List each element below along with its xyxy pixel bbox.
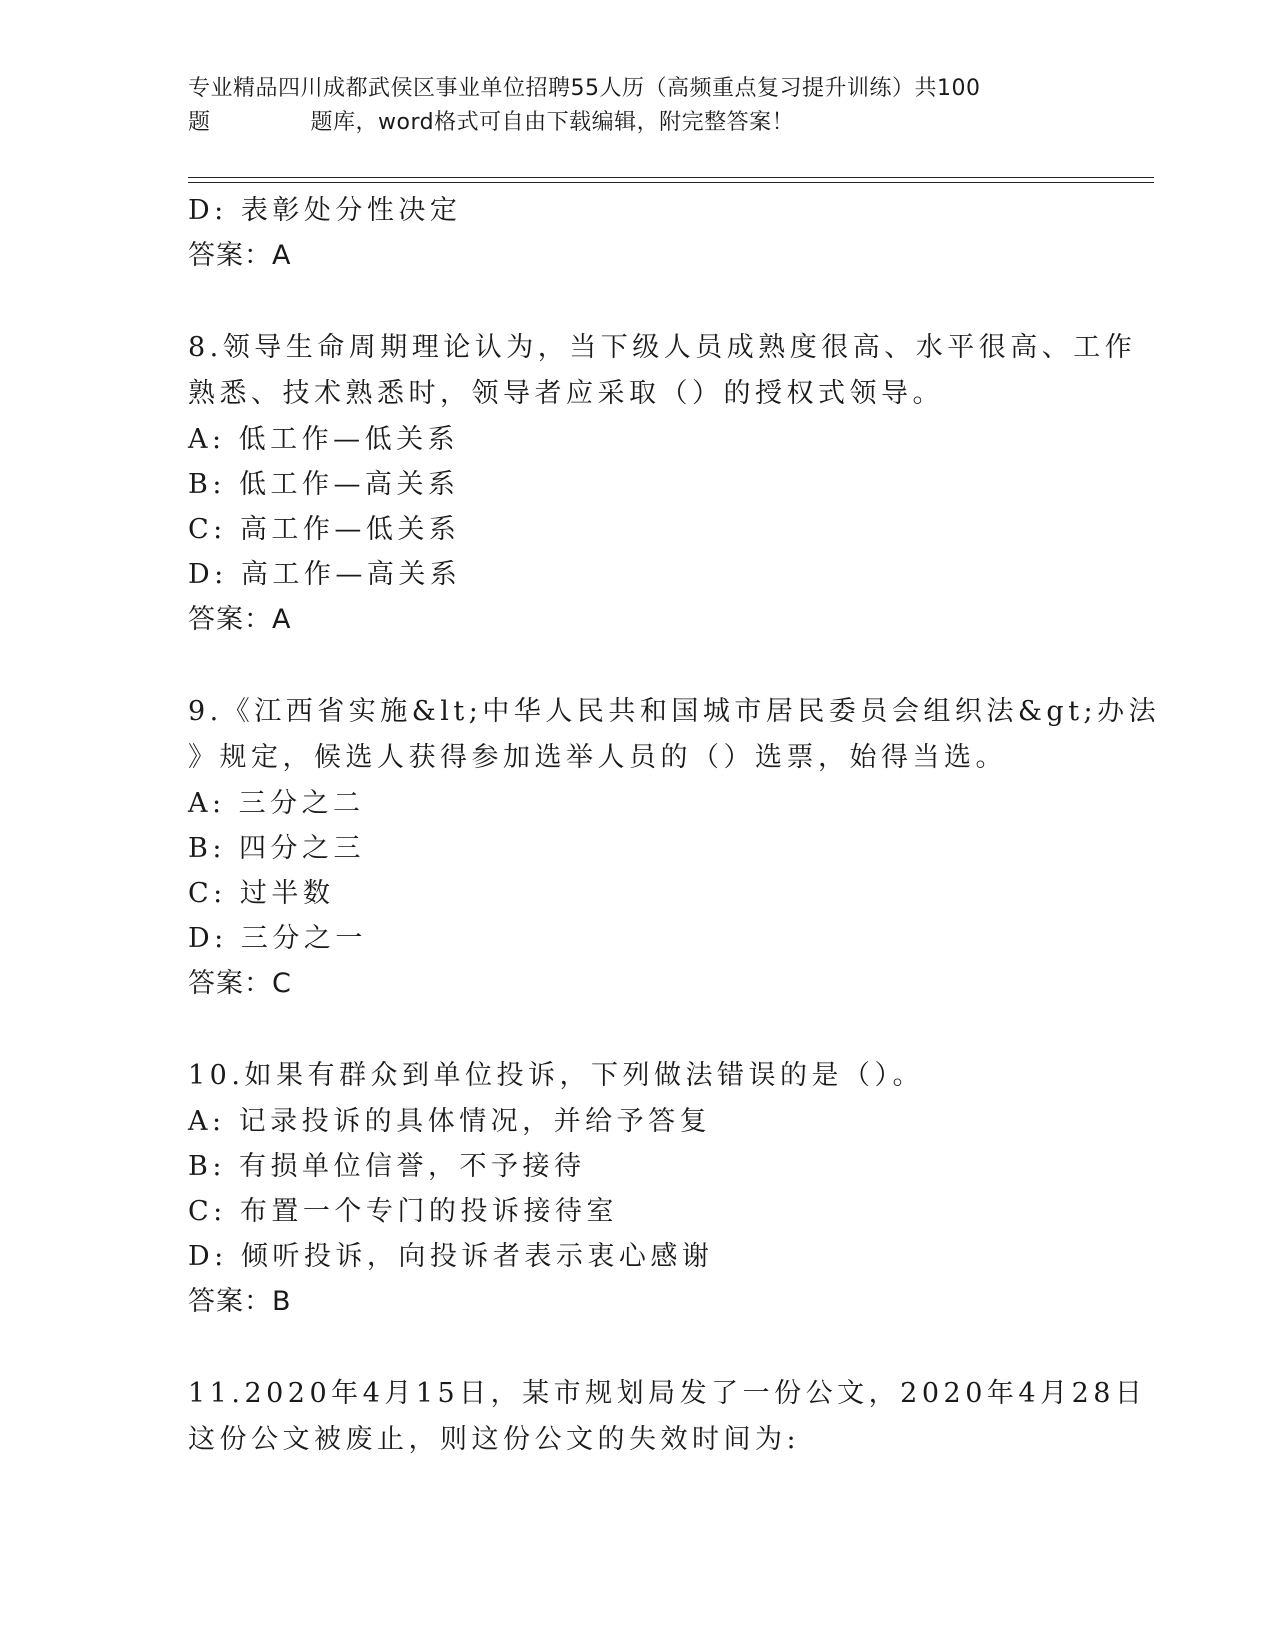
header-title-line2-left: 题 [188,110,211,135]
document-body [188,188,1161,1463]
header-divider-bottom [188,182,1154,183]
question-text-line: 这份公文被废止，则这份公文的失效时间为: [188,1424,801,1455]
answer-line: 答案：A [188,240,292,271]
question-text-line: 11.2020年4月15日，某市规划局发了一份公文，2020年4月28日 [188,1378,1147,1409]
option-b: B: 低工作—高关系 [188,469,460,500]
question-text-line: 8.领导生命周期理论认为，当下级人员成熟度很高、水平很高、工作 [188,332,1137,363]
header-title-line1: 专业精品四川成都武侯区事业单位招聘55人历（高频重点复习提升训练）共100 [188,76,981,101]
option-b: B: 四分之三 [188,833,366,864]
header-divider-top [188,177,1154,178]
question-10 [188,1053,1088,1099]
question-text-line: 》规定，候选人获得参加选举人员的（）选票，始得当选。 [188,742,1007,773]
answer-line: 答案：C [188,968,292,999]
question-text-line: 9.《江西省实施&lt;中华人民共和国城市居民委员会组织法&gt;办法 [188,696,1161,727]
option-c: C: 布置一个专门的投诉接待室 [188,1196,618,1227]
option-c: C: 过半数 [188,878,335,909]
question-text-line: 10.如果有群众到单位投诉，下列做法错误的是（）。 [188,1060,924,1091]
option-a: A: 记录投诉的具体情况，并给予答复 [188,1106,712,1137]
answer-line: 答案：A [188,604,292,635]
option-a: A: 三分之二 [188,788,365,819]
answer-line: 答案：B [188,1286,292,1317]
header-title-line2-right: 题库，word格式可自由下载编辑，附完整答案！ [310,110,795,135]
question-text-line: 熟悉、技术熟悉时，领导者应采取（）的授权式领导。 [188,378,944,409]
question-11 [188,1371,1147,1463]
option-c: C: 高工作—低关系 [188,514,461,545]
question-9 [188,689,1161,781]
option-b: B: 有损单位信誉，不予接待 [188,1151,586,1182]
page-header [188,72,1088,140]
option-d: D: 三分之一 [188,923,367,954]
option-d: D: 表彰处分性决定 [188,195,462,226]
option-d: D: 高工作—高关系 [188,559,462,590]
option-a: A: 低工作—低关系 [188,424,460,455]
option-d: D: 倾听投诉，向投诉者表示衷心感谢 [188,1241,714,1272]
question-8 [188,325,1137,417]
